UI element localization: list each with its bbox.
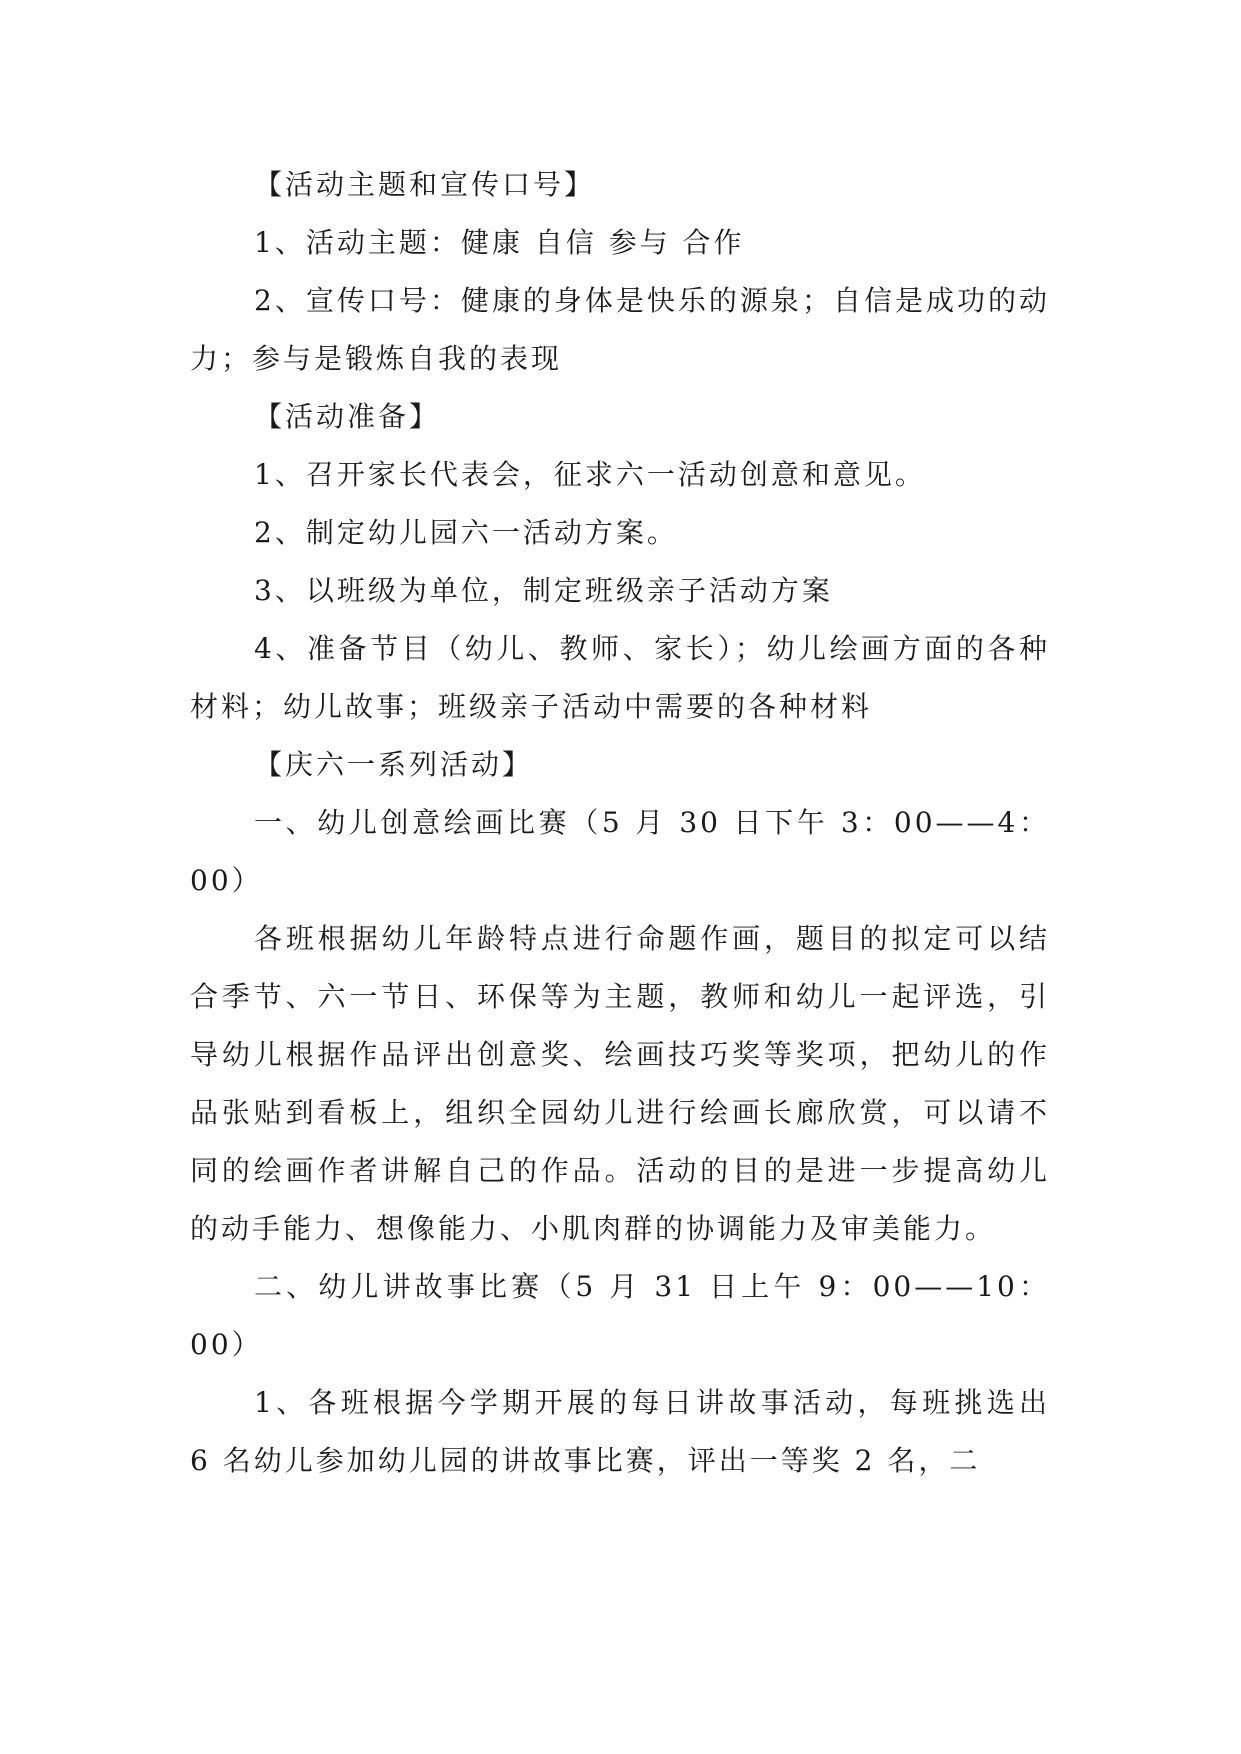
section-heading-series-activities: 【庆六一系列活动】 [254, 748, 534, 781]
paragraph-prep-4: 4、准备节目（幼儿、教师、家长）；幼儿绘画方面的各种材料；幼儿故事；班级亲子活动中需要的各种材料 [190, 632, 1050, 723]
paragraph-prep-3: 3、以班级为单位，制定班级亲子活动方案 [254, 574, 833, 607]
paragraph-prep-1: 1、召开家长代表会，征求六一活动创意和意见。 [254, 458, 926, 491]
section-heading-theme-slogan: 【活动主题和宣传口号】 [254, 168, 596, 201]
paragraph-slogan: 2、宣传口号：健康的身体是快乐的源泉；自信是成功的动力；参与是锻炼自我的表现 [190, 284, 1050, 375]
paragraph-storytelling-contest-body: 1、各班根据今学期开展的每日讲故事活动，每班挑选出 6 名幼儿参加幼儿园的讲故事比赛，评出一等奖 2 名，二 [190, 1386, 1050, 1477]
paragraph-drawing-contest-title: 一、幼儿创意绘画比赛（5 月 30 日下午 3：00——4：00） [190, 806, 1050, 897]
section-heading-preparation: 【活动准备】 [254, 400, 441, 433]
paragraph-storytelling-contest-title: 二、幼儿讲故事比赛（5 月 31 日上午 9：00——10：00） [190, 1270, 1050, 1361]
paragraph-prep-2: 2、制定幼儿园六一活动方案。 [254, 516, 678, 549]
paragraph-activity-theme: 1、活动主题：健康 自信 参与 合作 [254, 226, 745, 259]
paragraph-drawing-contest-body: 各班根据幼儿年龄特点进行命题作画，题目的拟定可以结合季节、六一节日、环保等为主题，教师和幼儿一起评选，引导幼儿根据作品评出创意奖、绘画技巧奖等奖项，把幼儿的作品张贴到看板上，组织全园幼儿进行绘画长廊欣赏，可以请不同的绘画作者讲解自己的作品。活动的目的是进一步提高幼儿的动手能力、想像能力、小肌肉群的协调能力及审美能力。 [190, 922, 1050, 1245]
document-body [190, 156, 1050, 1490]
